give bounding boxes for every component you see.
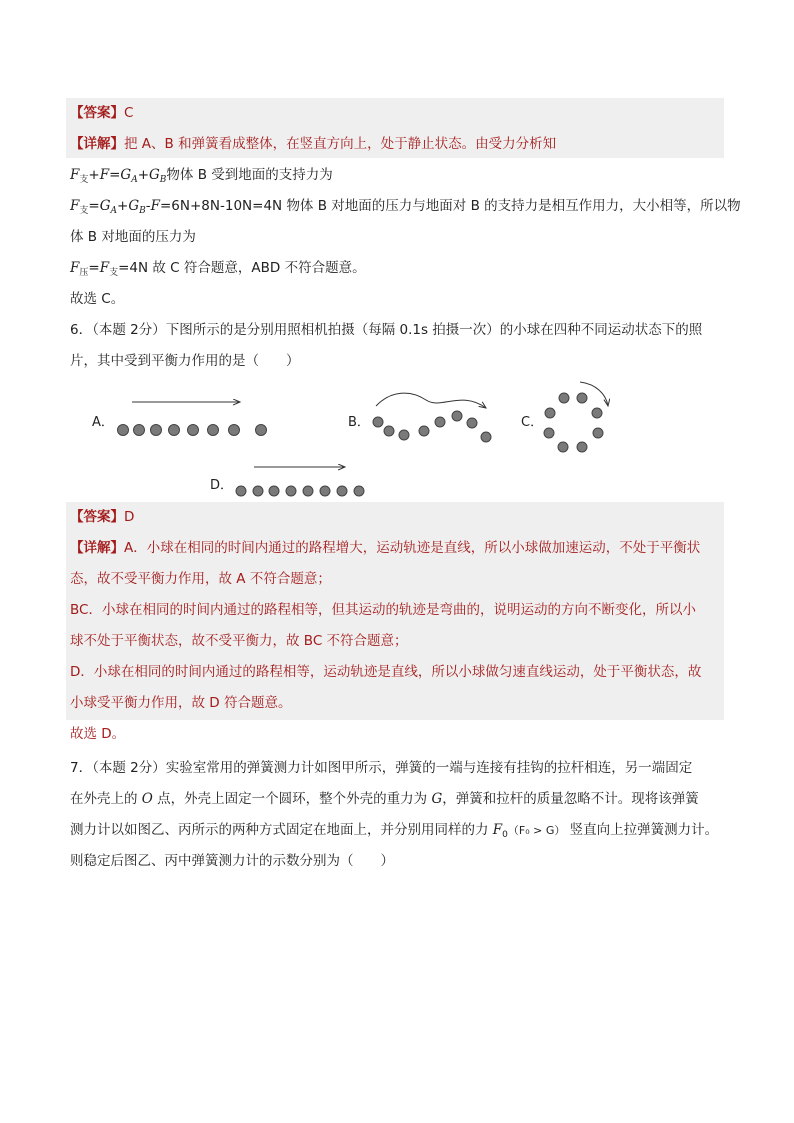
ball <box>269 486 279 496</box>
ball <box>592 408 602 418</box>
ball <box>481 432 491 442</box>
ball <box>286 486 296 496</box>
ball <box>452 411 462 421</box>
q6-detail-line-5: D．小球在相同的时间内通过的路程相等，运动轨迹是直线，所以小球做匀速直线运动，处于平衡状态，故 <box>70 664 702 680</box>
q5-answer-line: 【答案】C <box>70 105 134 121</box>
ball <box>545 408 555 418</box>
curved-arrow <box>376 393 486 408</box>
ball <box>373 417 383 427</box>
ball <box>399 430 409 440</box>
q7-stem-line-1: 7．（本题 2分）实验室常用的弹簧测力计如图甲所示，弹簧的一端与连接有挂钩的拉杆相连，另一端固定 <box>70 760 693 776</box>
q7-stem-line-2: 在外壳上的 O 点，外壳上固定一个圆环，整个外壳的重力为 G，弹簧和拉杆的质量忽略不计。现将该弹簧 <box>70 791 699 807</box>
ball <box>354 486 364 496</box>
ball <box>236 486 246 496</box>
q6-detail-line-1: 【详解】A．小球在相同的时间内通过的路程增大，运动轨迹是直线，所以小球做加速运动，不处于平衡状 <box>70 540 701 556</box>
q6-detail-line-2: 态，故不受平衡力作用，故 A 不符合题意； <box>70 571 331 587</box>
q6-stem-line-2: 片，其中受到平衡力作用的是（ ） <box>70 353 300 369</box>
option-a-label: A． <box>92 415 114 430</box>
ball <box>169 425 180 436</box>
q7-stem-line-3: 测力计以如图乙、丙所示的两种方式固定在地面上，并分别用同样的力 $F_0(F_0 > G)$ 竖直向上拉弹簧测力计。 <box>70 822 719 840</box>
option-c-label: C． <box>521 415 544 430</box>
ball <box>151 425 162 436</box>
figure-c-circular-path-balls <box>536 380 616 460</box>
figure-b-curved-path-balls <box>366 388 496 448</box>
figure-d-uniform-balls <box>232 458 377 504</box>
ball <box>559 393 569 403</box>
ball <box>419 426 429 436</box>
ball <box>134 425 145 436</box>
q5-line-4: 体 B 对地面的压力为 <box>70 229 196 245</box>
q5-equation-2: $F_支=G_A+G_B-F=6N+8N-10N=4N$ 物体 B 对地面的压力与地面对 B 的支持力是相互作用力，大小相等，所以物 <box>70 198 741 216</box>
figure-a-accelerating-balls <box>112 393 282 443</box>
ball <box>384 426 394 436</box>
q6-answer-line: 【答案】D <box>70 509 135 525</box>
ball <box>337 486 347 496</box>
q6-stem-line-1: 6．（本题 2分）下图所示的是分别用照相机拍摄（每隔 0.1s 拍摄一次）的小球在四种不同运动状态下的照 <box>70 322 703 338</box>
ball <box>558 442 568 452</box>
q5-select: 故选 C。 <box>70 291 125 307</box>
q6-detail-line-4: 球不处于平衡状态，故不受平衡力，故 BC 不符合题意； <box>70 633 408 649</box>
ball <box>208 425 219 436</box>
ball <box>577 393 587 403</box>
ball <box>593 428 603 438</box>
option-d-label: D． <box>210 478 234 493</box>
ball <box>188 425 199 436</box>
q5-equation-1: $F_支+F=G_A+G_B$物体 B 受到地面的支持力为 <box>70 167 333 185</box>
q6-select: 故选 D。 <box>70 726 126 742</box>
ball <box>118 425 129 436</box>
q7-stem-line-4: 则稳定后图乙、丙中弹簧测力计的示数分别为（ ） <box>70 853 394 869</box>
ball <box>577 442 587 452</box>
ball <box>435 417 445 427</box>
q6-detail-line-6: 小球受平衡力作用，故 D 符合题意。 <box>70 695 292 711</box>
ball <box>544 428 554 438</box>
ball <box>303 486 313 496</box>
ball <box>253 486 263 496</box>
option-b-label: B． <box>348 415 370 430</box>
q6-detail-line-3: BC．小球在相同的时间内通过的路程相等，但其运动的轨迹是弯曲的，说明运动的方向不断变化，所以小 <box>70 602 696 618</box>
ball <box>467 418 477 428</box>
q5-detail-line: 【详解】把 A、B 和弹簧看成整体，在竖直方向上，处于静止状态。由受力分析知 <box>70 136 557 152</box>
ball <box>229 425 240 436</box>
ball <box>320 486 330 496</box>
q5-equation-3: $F_压=F_支=4N$ 故 C 符合题意，ABD 不符合题意。 <box>70 260 366 278</box>
ball <box>256 425 267 436</box>
